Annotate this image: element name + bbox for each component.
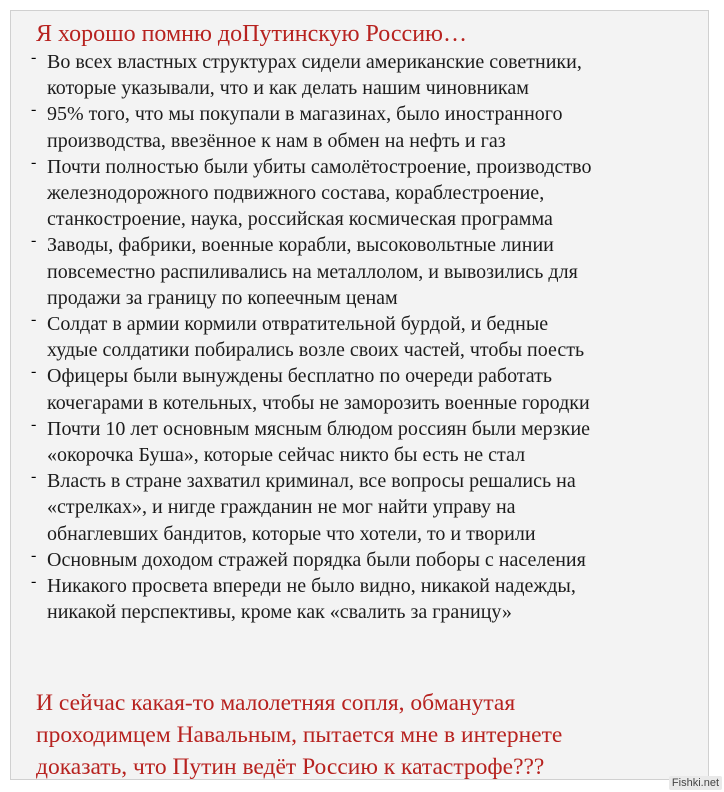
bullet-dash: - xyxy=(31,49,37,66)
list-item-line: Почти 10 лет основным мясным блюдом россиян были мерзкие xyxy=(47,417,591,440)
document-title: Я хорошо помню доПутинскую Россию… xyxy=(36,21,467,47)
list-item-line: «окорочка Буша», которые сейчас никто бы есть не стал xyxy=(47,444,526,467)
list-item-line: Заводы, фабрики, военные корабли, высоковольтные линии xyxy=(47,234,554,257)
list-item-line: которые указывали, что и как делать нашим чиновникам xyxy=(47,77,529,100)
bullet-dash: - xyxy=(31,311,37,329)
list-item-line: Солдат в армии кормили отвратительной бурдой, и бедные xyxy=(47,313,549,336)
bullet-dash: - xyxy=(31,232,37,250)
list-item xyxy=(31,311,701,363)
bullet-list xyxy=(31,49,701,625)
closing-line: проходимцем Навальным, пытается мне в интернете xyxy=(36,722,563,748)
list-item xyxy=(31,547,701,573)
list-item-line: железнодорожного подвижного состава, кораблестроение, xyxy=(47,182,545,205)
list-item-line: производства, ввезённое к нам в обмен на нефть и газ xyxy=(47,129,506,152)
list-item xyxy=(31,573,701,625)
list-item-line: 95% того, что мы покупали в магазинах, было иностранного xyxy=(47,103,563,126)
closing-line: И сейчас какая-то малолетняя сопля, обманутая xyxy=(36,690,516,716)
list-item xyxy=(31,154,701,233)
list-item-line: Никакого просвета впереди не было видно, никакой надежды, xyxy=(47,575,576,598)
bullet-dash: - xyxy=(31,415,37,433)
list-item xyxy=(31,468,701,547)
site-watermark: Fishki.net xyxy=(669,776,722,790)
list-item xyxy=(31,49,701,101)
list-item-line: продажи за границу по копеечным ценам xyxy=(47,286,398,309)
list-item-line: повсеместно распиливались на металлолом, и вывозились для xyxy=(47,260,578,283)
bullet-dash: - xyxy=(31,573,37,591)
list-item-line: никакой перспективы, кроме как «свалить за границу» xyxy=(47,601,512,624)
list-item-line: Во всех властных структурах сидели американские советники, xyxy=(47,51,582,73)
list-item-line: «стрелках», и нигде гражданин не мог найти управу на xyxy=(47,496,516,519)
list-item xyxy=(31,101,701,153)
bullet-dash: - xyxy=(31,153,37,171)
closing-statement xyxy=(36,687,562,783)
list-item-line: обнаглевших бандитов, которые что хотели, то и творили xyxy=(47,522,536,545)
list-item-line: кочегарами в котельных, чтобы не заморозить военные городки xyxy=(47,391,590,414)
closing-line: доказать, что Путин ведёт Россию к катастрофе??? xyxy=(36,754,545,780)
bullet-dash: - xyxy=(31,363,37,381)
list-item xyxy=(31,232,701,311)
list-item-line: Офицеры были вынуждены бесплатно по очереди работать xyxy=(47,365,553,388)
bullet-dash: - xyxy=(31,101,37,119)
document-panel xyxy=(10,10,709,780)
list-item xyxy=(31,416,701,468)
bullet-dash: - xyxy=(31,546,37,564)
list-item xyxy=(31,363,701,415)
list-item-line: станкостроение, наука, российская космическая программа xyxy=(47,208,553,231)
list-item-line: худые солдатики побирались возле своих частей, чтобы поесть xyxy=(47,339,585,362)
list-item-line: Почти полностью были убиты самолётостроение, производство xyxy=(47,155,592,178)
bullet-dash: - xyxy=(31,468,37,486)
list-item-line: Власть в стране захватил криминал, все вопросы решались на xyxy=(47,470,576,493)
list-item-line: Основным доходом стражей порядка были поборы с населения xyxy=(47,548,586,571)
